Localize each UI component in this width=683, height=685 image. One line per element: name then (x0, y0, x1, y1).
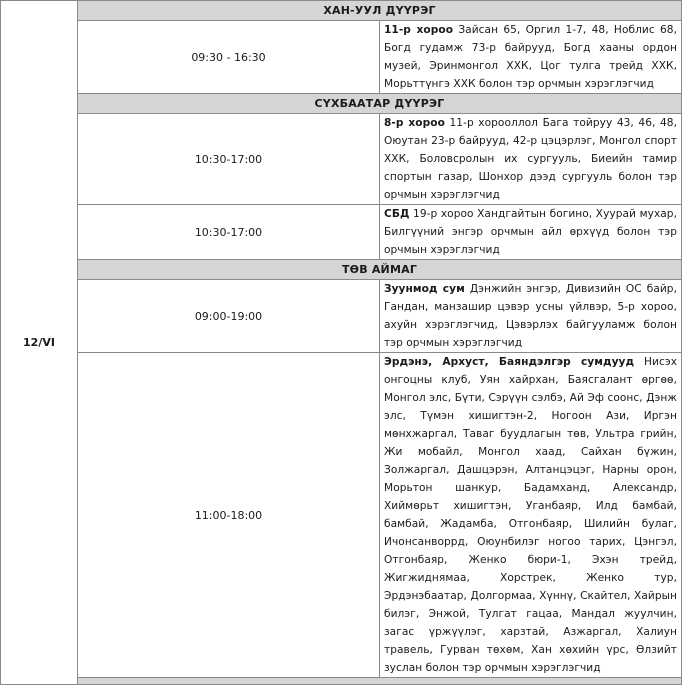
district-name: ТӨВ АЙМАГ (78, 260, 682, 280)
area-description (380, 205, 682, 260)
table-row (1, 114, 682, 205)
time-cell: 09:30 - 16:30 (78, 21, 380, 94)
area-highlight: 11-р хороо (384, 24, 454, 36)
table-row (1, 353, 682, 678)
area-text: 11-р хорооллол Бага тойруу 43, 46, 48, Оюутан 23-р байрууд, 42-р цэцэрлэг, Монгол спорт ХХК, Боловсролын их сургууль, Биеийн тамир спортын газар, Шонхор дээд сургууль болон тэр орчмын хэрэглэгчид (384, 117, 677, 201)
area-text: Зайсан 65, Оргил 1-7, 48, Ноблис 68, Богд гудамж 73-р байрууд, Богд хааны ордон музей, Эринмонгол ХХК, Цог тулга трейд ХХК, Морьттүнгэ ХХК болон тэр орчмын хэрэглэгчид (384, 24, 677, 90)
table-row (1, 205, 682, 260)
district-header-sukhbaatar (1, 94, 682, 114)
area-description (380, 21, 682, 94)
area-text: Дэнжийн энгэр, Дивизийн ОС байр, Гандан, манзашир цэвэр усны үйлвэр, 5-р хороо, ахуйн хэрэглэгчид, Цэвэрлэх байгууламж болон тэр орчмын хэрэглэгчид (384, 283, 677, 349)
area-description (380, 353, 682, 678)
time-cell: 10:30-17:00 (78, 114, 380, 205)
area-highlight: 8-р хороо (384, 117, 445, 129)
date-cell: 12/VI (1, 1, 78, 685)
district-header-band (78, 678, 682, 685)
district-header-khan-uul (1, 1, 682, 21)
area-highlight: Эрдэнэ, Архуст, Баяндэлгэр сумдууд (384, 356, 635, 368)
next-district-header-partial (1, 678, 682, 685)
district-header-tuv (1, 260, 682, 280)
table-row (1, 21, 682, 94)
time-cell: 09:00-19:00 (78, 280, 380, 353)
area-description (380, 280, 682, 353)
district-name: СҮХБААТАР ДҮҮРЭГ (78, 94, 682, 114)
time-cell: 10:30-17:00 (78, 205, 380, 260)
area-text: 19-р хороо Хандгайтын богино, Хуурай мухар, Билгүүний энгэр орчмын айл өрхүүд болон тэр орчмын хэрэглэгчид (384, 208, 677, 256)
time-cell: 11:00-18:00 (78, 353, 380, 678)
table-row (1, 280, 682, 353)
area-description (380, 114, 682, 205)
district-name: ХАН-УУЛ ДҮҮРЭГ (78, 1, 682, 21)
area-highlight: СБД (384, 208, 410, 220)
area-highlight: Зуунмод сум (384, 283, 465, 295)
area-text: Нисэх онгоцны клуб, Уян хайрхан, Баясгалант өргөө, Монгол элс, Бүти, Сэрүүн сэлбэ, Ай Эф соонс, Дэнж элс, Түмэн хишигтэн-2, Ногоон Ази, Иргэн мөнхжаргал, Таваг буудлагын төв, Ультра грийн, Жи мобайл, Монгол хаад, Сайхан бүжин, Золжаргал, Дашцэрэн, Алтанцэцэг, Нарны орон, Морьтон шанкур, Бадамханд, Александр, Хиймөрьт хишигтэн, Уганбаяр, Илд бамбай, бамбай, Жадамба, Отгонбаяр, Шилийн булаг, Ичонсанворрд, Оюунбилэг ногоо тарих, Цэнгэл, Отгонбаяр, Женко бюри-1, Эхэн трейд, Жигжиднямаа, Хорстрек, Женко тур, Эрдэнэбаатар, Долгормаа, Хүннү, Скайтел, Хайрын билэг, Энжой, Тулгат гацаа, Мандал жуулчин, загас үржүүлэг, харзтай, Азжаргал, Халиун травель, Гурван төхөм, Хан хөхийн үрс, Өлзийт зуслан болон тэр орчмын хэрэглэгчид (384, 356, 678, 674)
